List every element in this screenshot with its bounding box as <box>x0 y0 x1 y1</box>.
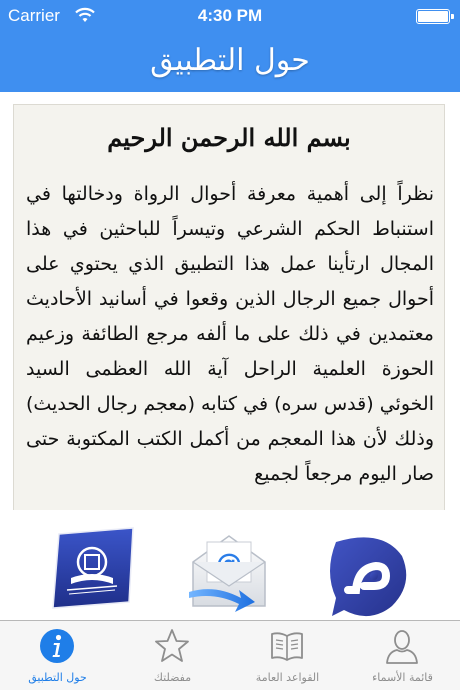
status-bar <box>0 0 460 32</box>
email-envelope-icon[interactable] <box>185 528 273 616</box>
about-text-panel <box>13 104 445 510</box>
about-body-text: نظراً إلى أهمية معرفة أحوال الرواة ودخالتها في استنباط الحكم الشرعي وتيسراً للباحثين في هذا المجال ارتأينا عمل هذا التطبيق الذي يحتوي على أحوال جميع الرجال الذين وقعوا في أسانيد الأحاديث معتمدين في ذلك على ما ألفه مرجع الطائفة وزعيم الحوزة العلمية الراحل آية الله العظمى السيد الخوئي (قدس سره) في كتابه (معجم رجال الحديث) وذلك لأن هذا المعجم من أكمل الكتب المكتوبة حتى صار اليوم مرجعاً لجميع <box>26 183 434 485</box>
person-icon <box>383 627 421 665</box>
star-icon <box>153 627 191 665</box>
tab-names-list-label: قائمة الأسماء <box>372 671 433 684</box>
basmala-heading: بسم الله الرحمن الرحيم <box>107 123 351 152</box>
links-row <box>0 510 460 620</box>
tab-general-rules-label: القواعد العامة <box>255 671 320 684</box>
app-m-logo[interactable] <box>322 532 410 620</box>
tab-favorites[interactable] <box>115 621 230 690</box>
tab-about[interactable] <box>0 621 115 690</box>
battery-icon <box>416 9 450 24</box>
nav-title: حول التطبيق <box>0 32 460 92</box>
tab-favorites-label: مفضلتك <box>153 671 192 684</box>
tab-general-rules[interactable] <box>230 621 345 690</box>
tab-names-list[interactable] <box>345 621 460 690</box>
clock: 4:30 PM <box>197 6 263 25</box>
book-icon <box>268 627 306 665</box>
about-scroll-view[interactable] <box>0 92 460 510</box>
tab-about-label: حول التطبيق <box>28 671 87 684</box>
info-icon <box>38 627 76 665</box>
carrier-label: Carrier <box>8 6 60 25</box>
institute-logo[interactable] <box>49 524 137 612</box>
tab-bar <box>0 620 460 690</box>
